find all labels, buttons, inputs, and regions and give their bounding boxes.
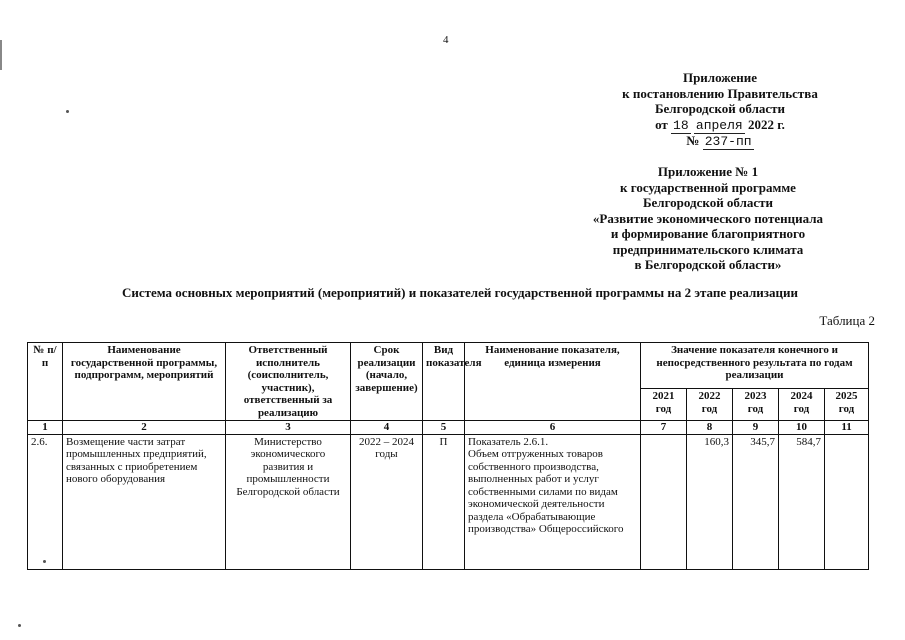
column-number: 6 [465, 421, 641, 435]
measures-table [27, 342, 869, 570]
table-label: Таблица 2 [819, 313, 875, 328]
annex-number-prefix: № [686, 133, 700, 148]
column-number: 7 [641, 421, 687, 435]
column-number: 5 [423, 421, 465, 435]
header-num: № п/п [28, 343, 63, 421]
row-value-2025 [825, 434, 869, 569]
program-appendix-header [548, 164, 868, 273]
appendix-line-6: предпринимательского климата [612, 241, 804, 257]
annex-number-value: 237-пп [704, 134, 752, 149]
header-name: Наименование государственной программы, подпрограмм, мероприятий [63, 343, 226, 421]
appendix-line-3: Белгородской области [642, 195, 774, 210]
header-period: Срок реализации (начало, завершение) [351, 343, 423, 421]
column-number: 2 [63, 421, 226, 435]
column-number: 9 [733, 421, 779, 435]
header-values-group: Значение показателя конечного и непосредственного результата по годам реализации [641, 343, 869, 389]
annex-line-2: к постановлению Правительства [622, 85, 818, 101]
header-year-2021: 2021 год [641, 389, 687, 421]
scan-speck [66, 110, 69, 113]
appendix-line-7: в Белгородской области» [634, 257, 782, 272]
row-indicator [465, 434, 641, 569]
scan-speck [43, 560, 46, 563]
resolution-annex-header [560, 70, 880, 150]
column-number-row [28, 421, 869, 435]
page-edge-mark [0, 40, 2, 70]
annex-date-day: 18 [673, 117, 689, 133]
row-name: Возмещение части затрат промышленных предприятий, связанных с приобретением нового оборудования [63, 434, 226, 569]
column-number: 4 [351, 421, 423, 435]
row-value-2021 [641, 434, 687, 569]
column-number: 1 [28, 421, 63, 435]
header-type: Вид показателя [423, 343, 465, 421]
column-number: 8 [687, 421, 733, 435]
annex-line-3: Белгородской области [654, 101, 786, 116]
row-value-2024: 584,7 [779, 434, 825, 569]
row-executor: Министерство экономического развития и промышленности Белгородской области [226, 434, 351, 569]
row-num: 2.6. [28, 434, 63, 569]
header-indicator: Наименование показателя, единица измерения [465, 343, 641, 421]
header-year-2024: 2024 год [779, 389, 825, 421]
row-value-2023: 345,7 [733, 434, 779, 569]
header-year-2025: 2025 год [825, 389, 869, 421]
column-number: 11 [825, 421, 869, 435]
annex-date-month: апреля [695, 117, 743, 133]
row-indicator-title: Показатель 2.6.1. [468, 435, 549, 448]
document-title: Система основных мероприятий (мероприятий) и показателей государственной программы на 2 этапе реализации [121, 285, 798, 300]
annex-line-1: Приложение [682, 70, 758, 85]
column-number: 10 [779, 421, 825, 435]
row-indicator-text: Объем отгруженных товаров собственного производства, выполненных работ и услуг собственными силами по видам экономической деятельности раздела «Обрабатывающие производства» Общероссийского [468, 448, 624, 535]
appendix-line-1: Приложение № 1 [657, 164, 759, 179]
header-year-2022: 2022 год [687, 389, 733, 421]
appendix-line-5: и формирование благоприятного [610, 226, 806, 241]
row-type: П [423, 434, 465, 569]
scan-speck [18, 624, 21, 627]
page-number: 4 [443, 34, 449, 46]
table-header-row [28, 343, 869, 389]
column-number: 3 [226, 421, 351, 435]
row-period: 2022 – 2024 годы [351, 434, 423, 569]
appendix-line-4: «Развитие экономического потенциала [592, 210, 824, 226]
header-year-2023: 2023 год [733, 389, 779, 421]
annex-date-year: 2022 г. [747, 116, 785, 132]
table-row [28, 434, 869, 569]
annex-date-line [560, 117, 880, 134]
appendix-line-2: к государственной программе [620, 179, 796, 195]
header-executor: Ответственный исполнитель (соисполнитель, участник), ответственный за реализацию [226, 343, 351, 421]
annex-number-line [560, 133, 880, 150]
annex-date-prefix: от [655, 116, 668, 132]
row-value-2022: 160,3 [687, 434, 733, 569]
